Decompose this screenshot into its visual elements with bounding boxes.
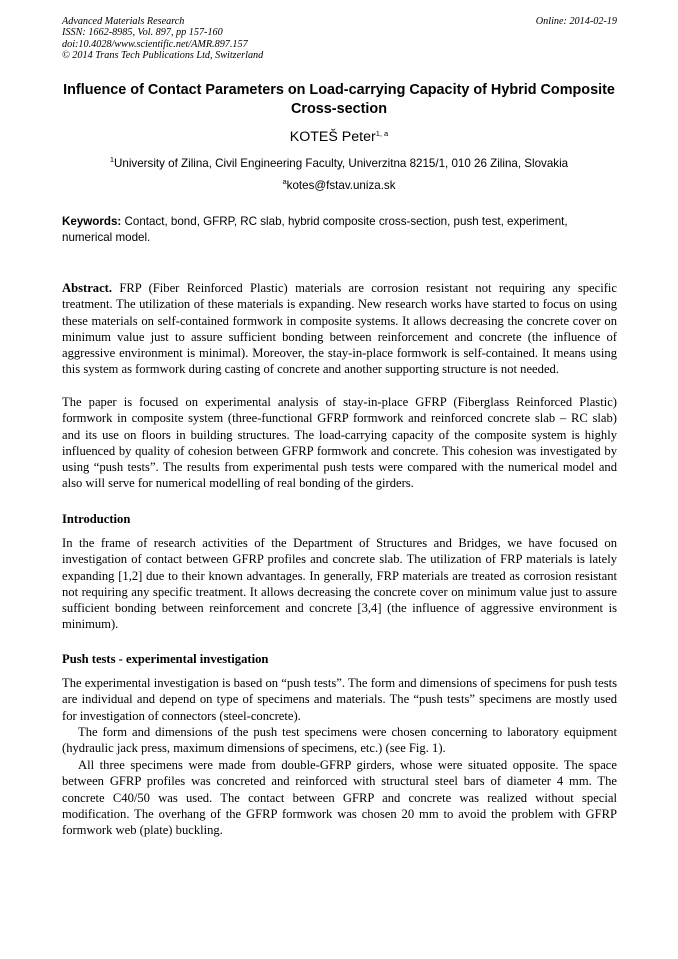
- introduction-paragraph: In the frame of research activities of the Department of Structures and Bridges, we have focused on investigation of contact between GFRP profiles and concrete slab. The utilization of FRP materials is lately expanding [1,2] due to their known advantages. In generally, FRP materials are treated as corrosion resistant not requiring any specific treatment. It allows decreasing the concrete cover on minimum value just to assure sufficient bonding between reinforcement and concrete [3,4] (the influence of aggressive environment is minimum).: [62, 536, 617, 632]
- push-tests-paragraph-2: The form and dimensions of the push test specimens were chosen concerning to laboratory equipment (hydraulic jack press, maximum dimensions of specimens, etc.) (see Fig. 1).: [62, 725, 617, 756]
- affiliation: [40, 156, 638, 171]
- online-date: Online: 2014-02-19: [535, 16, 617, 27]
- keywords-label: Keywords:: [62, 215, 122, 228]
- abstract-paragraph-2: The paper is focused on experimental analysis of stay-in-place GFRP (Fiberglass Reinforced Plastic) formwork in composite system (three-functional GFRP formwork and reinforced concrete slab – RC slab) and its use on floors in building structures. The load-carrying capacity of the composite system is highly influenced by quality of cohesion between GFRP formwork and concrete. This cohesion was investigated by using “push tests”. The results from experimental push tests were compared with the numerical model and also will serve for numerical modelling of real bonding of the girders.: [62, 395, 617, 491]
- journal-issn: ISSN: 1662-8985, Vol. 897, pp 157-160: [62, 27, 223, 39]
- paper-title: Influence of Contact Parameters on Load-carrying Capacity of Hybrid Composite Cross-section: [63, 82, 615, 117]
- affiliation-sup: 1: [109, 155, 115, 164]
- affiliation-text: University of Zilina, Civil Engineering Faculty, Univerzitna 8215/1, 010 26 Zilina, Slovakia: [114, 157, 569, 170]
- author-name: KOTEŠ Peter: [289, 129, 376, 145]
- push-tests-heading: Push tests - experimental investigation: [62, 652, 269, 666]
- abstract-text-1: FRP (Fiber Reinforced Plastic) materials are corrosion resistant not requiring any specific treatment. The utilization of these materials is expanding. New research works have started to focus on using these materials on self-contained formwork in composite systems. It allows decreasing the concrete cover on minimum value just to assure sufficient bonding between reinforcement and concrete (the influence of aggressive environment is minimal). Moreover, the stay-in-place formwork is self-contained. It means using this system as formwork during casting of concrete and another supporting structure is not needed.: [62, 281, 617, 377]
- keywords-text: Contact, bond, GFRP, RC slab, hybrid composite cross-section, push test, experiment, numerical model.: [62, 215, 568, 244]
- journal-doi[interactable]: doi:10.4028/www.scientific.net/AMR.897.157: [62, 38, 248, 50]
- push-tests-paragraph-1: The experimental investigation is based on “push tests”. The form and dimensions of specimens for push tests are individual and depend on type of specimens and materials. The “push tests” specimens are mostly used for investigation of connectors (steel-concrete).: [62, 676, 617, 723]
- author-sup: 1, a: [375, 129, 389, 138]
- journal-name: Advanced Materials Research: [62, 16, 185, 27]
- email-text[interactable]: kotes@fstav.uniza.sk: [286, 179, 396, 192]
- journal-copyright: © 2014 Trans Tech Publications Ltd, Switzerland: [62, 50, 264, 62]
- push-tests-paragraph-3: All three specimens were made from double-GFRP girders, whose were situated opposite. The space between GFRP profiles was concreted and reinforced with structural steel bars of diameter 4 mm. The concrete C40/50 was used. The contact between GFRP and concrete was realized without special modification. The overhang of the GFRP formwork was chosen 20 mm to avoid the problem with GFRP formwork web (plate) buckling.: [62, 758, 617, 838]
- email-sup: a: [282, 177, 287, 186]
- author-line: [40, 128, 638, 146]
- journal-header: [62, 16, 617, 62]
- keywords: [62, 214, 617, 246]
- author-email: [40, 178, 638, 193]
- abstract-paragraph-1: [62, 280, 617, 378]
- abstract-label: Abstract.: [62, 281, 113, 295]
- introduction-heading: Introduction: [62, 512, 131, 526]
